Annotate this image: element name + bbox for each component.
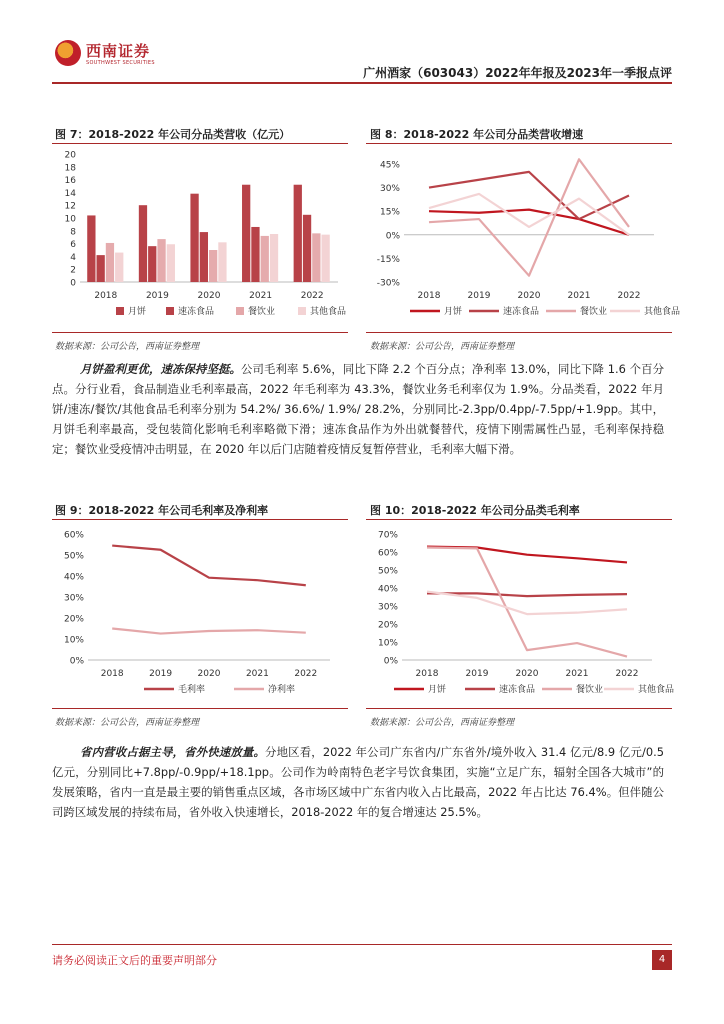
legend-swatch xyxy=(236,307,244,315)
line-其他食品 xyxy=(429,194,629,235)
header-rule xyxy=(52,82,672,84)
x-tick-label: 2022 xyxy=(615,669,639,679)
bar-月饼-2019 xyxy=(139,205,147,282)
bar-速冻食品-2022 xyxy=(303,215,311,282)
y-tick-label: 30% xyxy=(377,602,398,613)
legend-label: 净利率 xyxy=(268,685,296,695)
y-tick-label: 30% xyxy=(379,184,400,195)
x-tick-label: 2021 xyxy=(567,291,591,301)
y-tick-label: 45% xyxy=(379,160,400,171)
x-tick-label: 2021 xyxy=(245,669,269,679)
y-tick-label: 18 xyxy=(64,163,76,174)
x-tick-label: 2020 xyxy=(515,669,539,679)
x-tick-label: 2019 xyxy=(465,669,489,679)
footer-disclaimer: 请务必阅读正文后的重要声明部分 xyxy=(52,954,217,967)
fig8-source-rule xyxy=(366,332,672,333)
paragraph-regions-body: 分地区看，2022 年公司广东省内/广东省外/境外收入 31.4 亿元/8.9 亿元/0.5 亿元，分别同比+7.8pp/-0.9pp/+18.1pp。公司作为岭南特色老字号饮食集团，实施“立足广东，辐射全国各大城市”的发展策略，省内一直是最主要的销售重点区域，各市场区域中广东省内收入占比最高，2022 年占比达 76.4%。但伴随公司跨区域发展的持续布局，省外收入快速增长，2018-2022 年的复合增速达 25.5%。 xyxy=(52,745,664,819)
legend-label: 月饼 xyxy=(444,307,463,317)
paragraph-margins-body: 公司毛利率 5.6%，同比下降 2.2 个百分点；净利率 13.0%，同比下降 1.6 个百分点。分行业看，食品制造业毛利率最高，2022 年毛利率为 43.3%，餐饮业务毛利率仅为 1.9%。分品类看，2022 年月饼/速冻/餐饮/其他食品毛利率分别为 54.2%/ 36.6%/ 1.9%/ 28.2%，分别同比-2.3pp/0.4pp/-7.5pp/+1.9pp。其中，月饼毛利率最高，受包装简化影响毛利率略微下滑；速冻食品作为外出就餐替代，疫情下刚需属性凸显，毛利率保持稳定；餐饮业受疫情冲击明显，在 2020 年以后门店随着疫情反复暂停营业，毛利率大幅下滑。 xyxy=(52,362,664,456)
paragraph-margins xyxy=(52,359,664,459)
bar-月饼-2021 xyxy=(242,185,250,282)
bar-速冻食品-2020 xyxy=(200,232,208,282)
x-tick-label: 2018 xyxy=(415,669,439,679)
y-tick-label: 20% xyxy=(63,614,84,625)
x-tick-label: 2018 xyxy=(94,291,118,301)
paragraph-regions-lead: 省内营收占据主导，省外快速放量。 xyxy=(80,745,266,759)
y-tick-label: -15% xyxy=(376,254,400,265)
bar-速冻食品-2021 xyxy=(251,227,259,282)
bar-其他食品-2019 xyxy=(167,244,175,282)
fig10-source: 数据来源：公司公告，西南证券整理 xyxy=(370,718,515,728)
y-tick-label: 20% xyxy=(377,620,398,631)
bar-餐饮业-2020 xyxy=(209,250,217,282)
bar-其他食品-2021 xyxy=(270,234,278,282)
y-tick-label: 10% xyxy=(377,638,398,649)
legend-label: 其他食品 xyxy=(644,307,681,317)
y-tick-label: 0 xyxy=(70,278,76,289)
fig7-rule xyxy=(52,143,348,144)
y-tick-label: 60% xyxy=(63,530,84,541)
y-tick-label: 2 xyxy=(70,265,76,276)
logo-subtitle: SOUTHWEST SECURITIES xyxy=(86,60,155,66)
y-tick-label: 10% xyxy=(63,635,84,646)
y-tick-label: 0% xyxy=(69,656,84,667)
fig9-source: 数据来源：公司公告，西南证券整理 xyxy=(55,718,200,728)
fig9-rule xyxy=(52,519,348,520)
y-tick-label: 30% xyxy=(63,593,84,604)
bar-其他食品-2022 xyxy=(321,235,329,282)
y-tick-label: 0% xyxy=(383,656,398,667)
bar-月饼-2022 xyxy=(294,185,302,282)
fig7-chart xyxy=(52,146,348,330)
y-tick-label: 40% xyxy=(63,572,84,583)
x-tick-label: 2021 xyxy=(249,291,273,301)
fig7-source: 数据来源：公司公告，西南证券整理 xyxy=(55,342,200,352)
legend-label: 速冻食品 xyxy=(499,685,536,695)
legend-label: 餐饮业 xyxy=(580,307,608,317)
legend-label: 餐饮业 xyxy=(576,685,604,695)
page-number: 4 xyxy=(652,950,672,970)
bar-月饼-2020 xyxy=(190,194,198,282)
x-tick-label: 2022 xyxy=(300,291,324,301)
legend-swatch xyxy=(116,307,124,315)
fig7-title: 图 7：2018-2022 年公司分品类营收（亿元） xyxy=(55,128,291,141)
y-tick-label: 10 xyxy=(64,214,76,225)
y-tick-label: 20 xyxy=(64,150,76,161)
legend-label: 月饼 xyxy=(428,685,447,695)
bar-速冻食品-2019 xyxy=(148,246,156,282)
x-tick-label: 2019 xyxy=(145,291,169,301)
bar-其他食品-2018 xyxy=(115,253,123,282)
y-tick-label: 70% xyxy=(377,530,398,541)
x-tick-label: 2018 xyxy=(100,669,124,679)
bar-餐饮业-2022 xyxy=(312,233,320,282)
y-tick-label: 40% xyxy=(377,584,398,595)
fig9-chart xyxy=(52,522,348,704)
legend-label: 毛利率 xyxy=(178,685,206,695)
x-tick-label: 2022 xyxy=(617,291,641,301)
bar-餐饮业-2018 xyxy=(106,243,114,282)
fig8-title: 图 8：2018-2022 年公司分品类营收增速 xyxy=(370,128,584,141)
line-净利率 xyxy=(112,629,306,634)
fig8-chart xyxy=(366,146,681,330)
fig8-source: 数据来源：公司公告，西南证券整理 xyxy=(370,342,515,352)
legend-label: 其他食品 xyxy=(638,685,675,695)
line-餐饮业 xyxy=(427,548,627,657)
footer-rule xyxy=(52,944,672,945)
y-tick-label: 50% xyxy=(63,551,84,562)
bar-餐饮业-2021 xyxy=(261,236,269,282)
y-tick-label: 16 xyxy=(64,176,76,187)
x-tick-label: 2020 xyxy=(197,291,221,301)
logo-icon xyxy=(55,40,81,66)
y-tick-label: 4 xyxy=(70,252,76,263)
paragraph-regions xyxy=(52,742,664,822)
bar-月饼-2018 xyxy=(87,215,95,282)
x-tick-label: 2019 xyxy=(467,291,491,301)
line-毛利率 xyxy=(112,546,306,586)
line-餐饮业 xyxy=(429,159,629,275)
fig10-source-rule xyxy=(366,708,672,709)
logo-text: 西南证券 xyxy=(86,42,151,60)
x-tick-label: 2018 xyxy=(417,291,441,301)
y-tick-label: 0% xyxy=(385,231,400,242)
x-tick-label: 2020 xyxy=(197,669,221,679)
legend-label: 速冻食品 xyxy=(503,307,540,317)
legend-label: 其他食品 xyxy=(310,307,347,317)
fig10-rule xyxy=(366,519,672,520)
fig10-title: 图 10：2018-2022 年公司分品类毛利率 xyxy=(370,504,580,517)
y-tick-label: 50% xyxy=(377,566,398,577)
y-tick-label: 14 xyxy=(64,188,76,199)
x-tick-label: 2019 xyxy=(149,669,173,679)
fig8-rule xyxy=(366,143,672,144)
y-tick-label: 60% xyxy=(377,548,398,559)
y-tick-label: 8 xyxy=(70,227,76,238)
bar-其他食品-2020 xyxy=(218,242,226,282)
fig10-chart xyxy=(366,522,675,704)
legend-swatch xyxy=(166,307,174,315)
x-tick-label: 2020 xyxy=(517,291,541,301)
bar-餐饮业-2019 xyxy=(157,239,165,282)
legend-label: 餐饮业 xyxy=(248,307,276,317)
fig9-title: 图 9：2018-2022 年公司毛利率及净利率 xyxy=(55,504,269,517)
paragraph-margins-lead: 月饼盈利更优，速冻保持坚挺。 xyxy=(80,362,242,376)
fig7-source-rule xyxy=(52,332,348,333)
legend-label: 速冻食品 xyxy=(178,307,215,317)
y-tick-label: 6 xyxy=(70,240,76,251)
legend-label: 月饼 xyxy=(128,307,147,317)
fig9-source-rule xyxy=(52,708,348,709)
y-tick-label: 12 xyxy=(64,201,76,212)
report-title: 广州酒家（603043）2022年年报及2023年一季报点评 xyxy=(363,66,672,80)
x-tick-label: 2022 xyxy=(294,669,318,679)
bar-速冻食品-2018 xyxy=(97,255,105,282)
legend-swatch xyxy=(298,307,306,315)
x-tick-label: 2021 xyxy=(565,669,589,679)
y-tick-label: -30% xyxy=(376,278,400,289)
y-tick-label: 15% xyxy=(379,207,400,218)
